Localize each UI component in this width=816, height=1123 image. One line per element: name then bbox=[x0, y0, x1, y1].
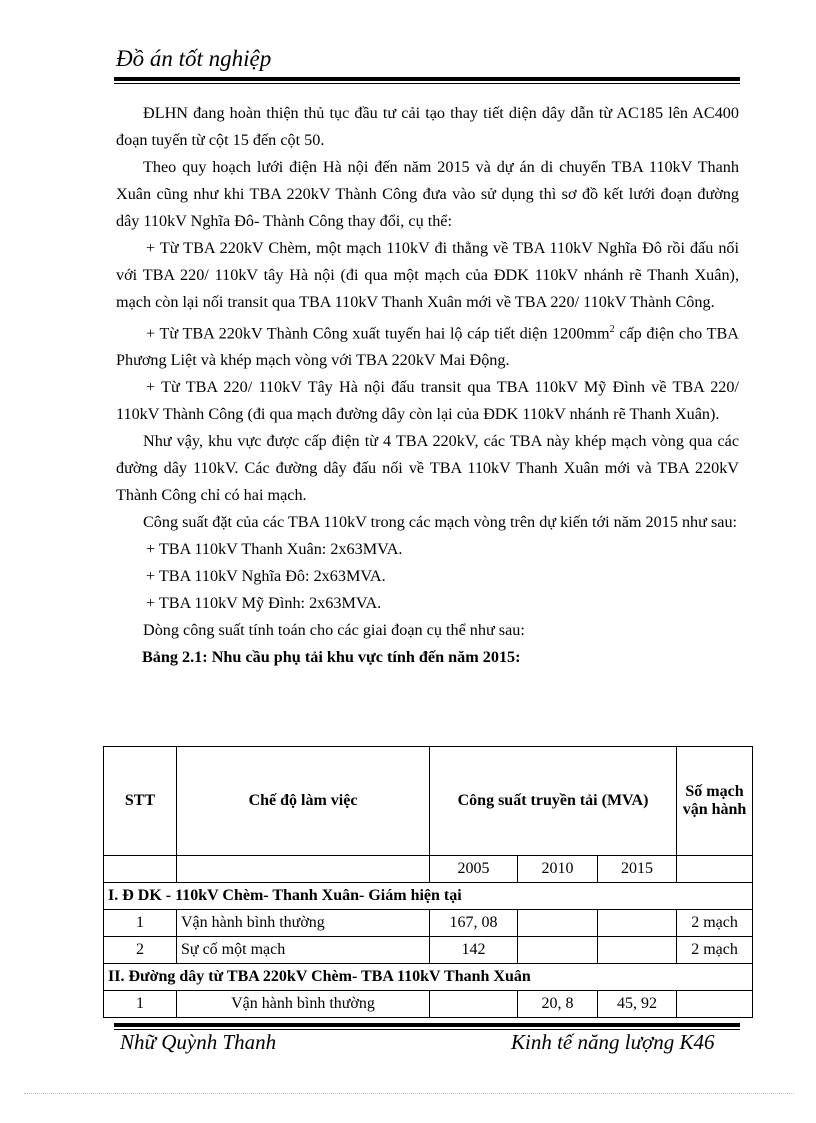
cell-stt: 1 bbox=[104, 910, 177, 937]
year-2010: 2010 bbox=[518, 856, 598, 883]
footer-author: Nhữ Quỳnh Thanh bbox=[120, 1030, 277, 1054]
page-edge-divider bbox=[24, 1093, 794, 1094]
body-text bbox=[116, 100, 739, 671]
footer-course: Kinh tế năng lượng K46 bbox=[511, 1030, 715, 1054]
header-rule-thick bbox=[114, 77, 740, 81]
year-2005: 2005 bbox=[430, 856, 518, 883]
cell-2015: 45, 92 bbox=[598, 991, 677, 1018]
paragraph: Như vậy, khu vực được cấp điện từ 4 TBA 220kV, các TBA này khép mạch vòng qua các đường dây 110kV. Các đường dây đấu nối về TBA 110kV Thanh Xuân mới và TBA 220kV Thành Công chỉ có hai mạch. bbox=[116, 432, 739, 505]
footer-rule-thick bbox=[114, 1023, 740, 1027]
paragraph: Công suất đặt của các TBA 110kV trong các mạch vòng trên dự kiến tới năm 2015 như sau: bbox=[143, 513, 738, 532]
paragraph: Dòng công suất tính toán cho các giai đoạn cụ thể như sau: bbox=[143, 621, 525, 640]
header-title: Đồ án tốt nghiệp bbox=[116, 46, 272, 71]
bullet-item: + TBA 110kV Thanh Xuân: 2x63MVA. bbox=[146, 540, 403, 559]
cell-2010 bbox=[518, 910, 598, 937]
paragraph: ĐLHN đang hoàn thiện thủ tục đầu tư cải tạo thay tiết diện dây dẫn từ AC185 lên AC400 đoạn tuyến từ cột 15 đến cột 50. bbox=[116, 104, 739, 149]
cell-mode: Vận hành bình thường bbox=[177, 991, 430, 1018]
table-cell bbox=[104, 856, 177, 883]
paragraph bbox=[116, 316, 739, 374]
header-rule-thin bbox=[114, 83, 740, 84]
paragraph-part: + Từ TBA 220kV Thành Công xuất tuyến hai lộ cáp tiết diện 1200mm bbox=[146, 324, 610, 343]
superscript: 2 bbox=[609, 324, 615, 335]
section-title: II. Đường dây từ TBA 220kV Chèm- TBA 110kV Thanh Xuân bbox=[104, 964, 753, 991]
cell-circuits bbox=[677, 991, 753, 1018]
header-power: Công suất truyền tải (MVA) bbox=[430, 747, 677, 856]
table-row bbox=[104, 937, 753, 964]
cell-2015 bbox=[598, 910, 677, 937]
cell-mode: Sự cố một mạch bbox=[177, 937, 430, 964]
cell-2015 bbox=[598, 937, 677, 964]
cell-mode: Vận hành bình thường bbox=[177, 910, 430, 937]
paragraph-part: cấp điện cho TBA Phương Liệt và khép mạch vòng với TBA 220kV Mai Động. bbox=[116, 324, 739, 370]
table-row bbox=[104, 991, 753, 1018]
bullet-item: + TBA 110kV Nghĩa Đô: 2x63MVA. bbox=[146, 567, 386, 586]
load-table bbox=[103, 746, 753, 1018]
cell-2005: 142 bbox=[430, 937, 518, 964]
cell-2010: 20, 8 bbox=[518, 991, 598, 1018]
paragraph: + Từ TBA 220kV Chèm, một mạch 110kV đi thẳng về TBA 110kV Nghĩa Đô rồi đấu nối với TBA 220/ 110kV tây Hà nội (đi qua một mạch của ĐDK 110kV nhánh rẽ Thanh Xuân), mạch còn lại nối transit qua TBA 110kV Thanh Xuân mới về TBA 220/ 110kV Thành Công. bbox=[116, 239, 739, 311]
section-row bbox=[104, 964, 753, 991]
year-2015: 2015 bbox=[598, 856, 677, 883]
table-header-row bbox=[104, 747, 753, 856]
paragraph: + Từ TBA 220/ 110kV Tây Hà nội đấu transit qua TBA 110kV Mỹ Đình về TBA 220/ 110kV Thành Công (đi qua mạch đường dây còn lại của ĐDK 110kV nhánh rẽ Thanh Xuân). bbox=[116, 378, 739, 424]
cell-circuits: 2 mạch bbox=[677, 937, 753, 964]
header-circuits: Số mạch vận hành bbox=[677, 747, 753, 856]
header-mode: Chế độ làm việc bbox=[177, 747, 430, 856]
bullet-item: + TBA 110kV Mỹ Đình: 2x63MVA. bbox=[146, 594, 382, 613]
section-title: I. Đ DK - 110kV Chèm- Thanh Xuân- Giám hiện tại bbox=[104, 883, 753, 910]
cell-2010 bbox=[518, 937, 598, 964]
table-cell bbox=[677, 856, 753, 883]
header-stt: STT bbox=[104, 747, 177, 856]
cell-stt: 1 bbox=[104, 991, 177, 1018]
cell-stt: 2 bbox=[104, 937, 177, 964]
paragraph: Theo quy hoạch lưới điện Hà nội đến năm 2015 và dự án di chuyển TBA 110kV Thanh Xuân cũng như khi TBA 220kV Thành Công đưa vào sử dụng thì sơ đồ kết lưới đoạn đường dây 110kV Nghĩa Đô- Thành Công thay đổi, cụ thể: bbox=[116, 158, 739, 230]
section-row bbox=[104, 883, 753, 910]
table-years-row bbox=[104, 856, 753, 883]
cell-2005 bbox=[430, 991, 518, 1018]
table-row bbox=[104, 910, 753, 937]
cell-2005: 167, 08 bbox=[430, 910, 518, 937]
table-caption: Bảng 2.1: Nhu cầu phụ tải khu vực tính đến năm 2015: bbox=[142, 648, 521, 667]
table-cell bbox=[177, 856, 430, 883]
cell-circuits: 2 mạch bbox=[677, 910, 753, 937]
